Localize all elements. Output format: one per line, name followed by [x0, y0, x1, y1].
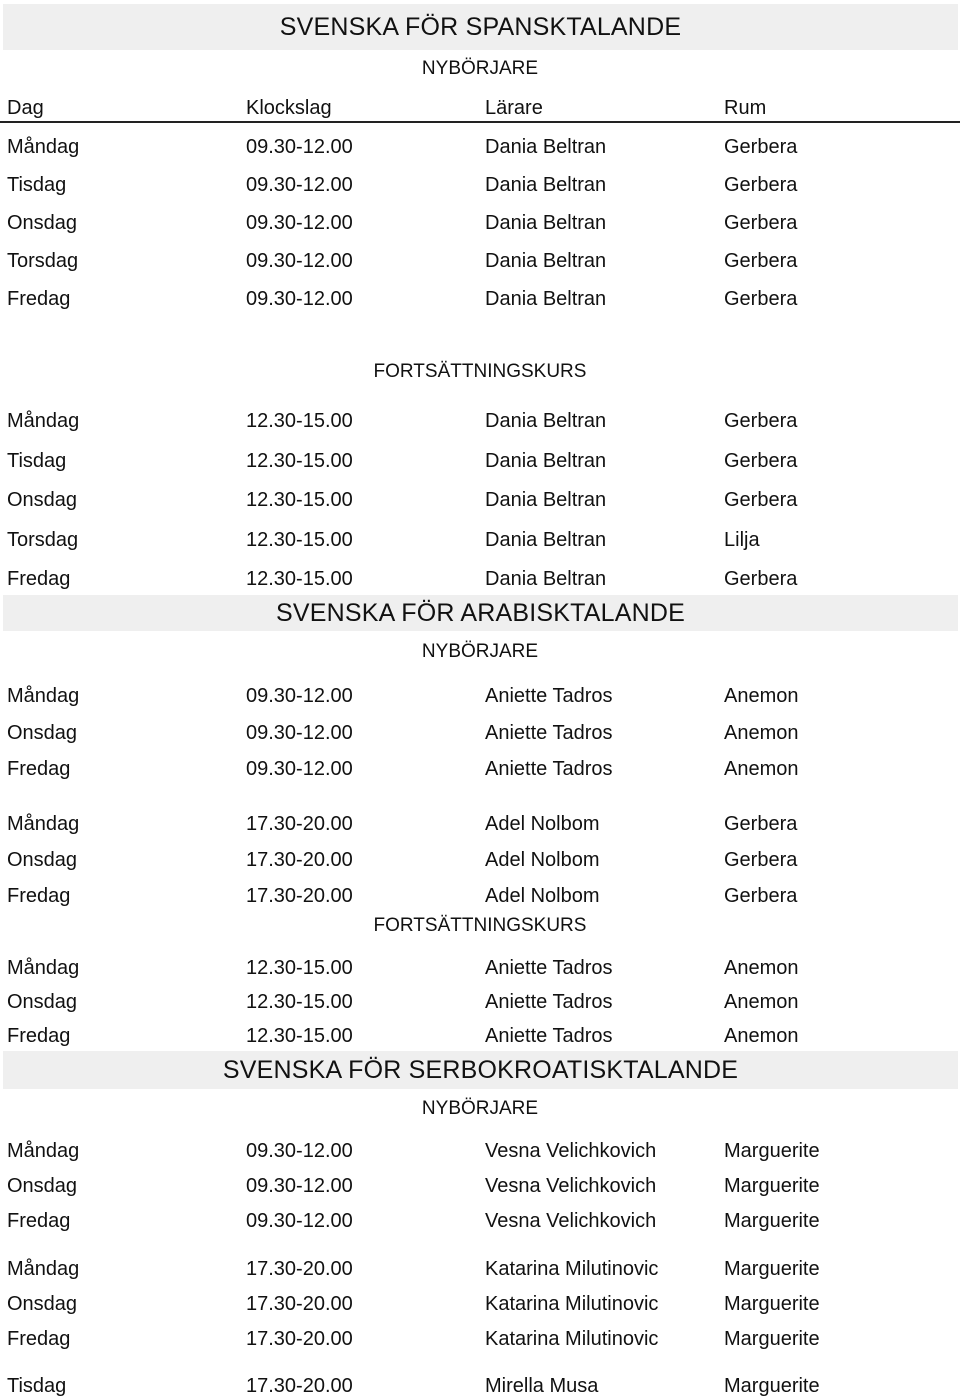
- cell-teacher: Dania Beltran: [485, 288, 607, 310]
- table-row: [0, 172, 960, 198]
- cell-room: Gerbera: [724, 250, 798, 272]
- cell-time: 17.30-20.00: [246, 849, 353, 871]
- cell-room: Marguerite: [724, 1293, 820, 1315]
- table-row: [0, 1208, 960, 1234]
- cell-time: 09.30-12.00: [246, 1210, 353, 1232]
- cell-time: 09.30-12.00: [246, 758, 353, 780]
- cell-room: Gerbera: [724, 885, 798, 907]
- cell-teacher: Dania Beltran: [485, 450, 607, 472]
- cell-time: 12.30-15.00: [246, 529, 353, 551]
- cell-room: Anemon: [724, 685, 799, 707]
- table-row: [0, 989, 960, 1015]
- table-row: [0, 527, 960, 553]
- cell-day: Fredag: [7, 1210, 71, 1232]
- table-row: [0, 1373, 960, 1399]
- cell-teacher: Mirella Musa: [485, 1375, 599, 1397]
- table-row: [0, 487, 960, 513]
- cell-day: Torsdag: [7, 529, 79, 551]
- cell-day: Måndag: [7, 685, 80, 707]
- section-title-arabic: [3, 595, 958, 631]
- table-row: [0, 448, 960, 474]
- table-row: [0, 248, 960, 274]
- cell-time: 09.30-12.00: [246, 685, 353, 707]
- cell-room: Anemon: [724, 722, 799, 744]
- section-title-text: SVENSKA FÖR SPANSKTALANDE: [279, 12, 682, 41]
- level-heading: FORTSÄTTNINGSKURS: [373, 361, 587, 382]
- table-row: [0, 1326, 960, 1352]
- cell-room: Gerbera: [724, 849, 798, 871]
- cell-teacher: Katarina Milutinovic: [485, 1328, 659, 1350]
- cell-day: Måndag: [7, 813, 80, 835]
- cell-teacher: Aniette Tadros: [485, 991, 613, 1013]
- table-row: [0, 1291, 960, 1317]
- cell-time: 09.30-12.00: [246, 288, 353, 310]
- table-row: [0, 683, 960, 709]
- cell-teacher: Katarina Milutinovic: [485, 1258, 659, 1280]
- cell-time: 09.30-12.00: [246, 174, 353, 196]
- table-row: [0, 847, 960, 873]
- cell-day: Måndag: [7, 136, 80, 158]
- cell-time: 17.30-20.00: [246, 885, 353, 907]
- table-row: [0, 955, 960, 981]
- table-row: [0, 408, 960, 434]
- cell-day: Fredag: [7, 758, 71, 780]
- cell-room: Gerbera: [724, 489, 798, 511]
- cell-time: 12.30-15.00: [246, 489, 353, 511]
- level-heading: NYBÖRJARE: [421, 1098, 539, 1119]
- cell-room: Gerbera: [724, 568, 798, 590]
- cell-teacher: Dania Beltran: [485, 529, 607, 551]
- level-heading: NYBÖRJARE: [421, 641, 539, 662]
- cell-time: 12.30-15.00: [246, 1025, 353, 1047]
- table-header-row: [0, 95, 960, 123]
- cell-day: Fredag: [7, 1328, 71, 1350]
- cell-time: 09.30-12.00: [246, 250, 353, 272]
- cell-day: Onsdag: [7, 849, 78, 871]
- table-row: [0, 566, 960, 592]
- cell-teacher: Vesna Velichkovich: [485, 1140, 657, 1162]
- column-header-teacher: Lärare: [485, 97, 543, 119]
- cell-time: 17.30-20.00: [246, 1328, 353, 1350]
- cell-teacher: Dania Beltran: [485, 250, 607, 272]
- cell-room: Anemon: [724, 991, 799, 1013]
- cell-teacher: Dania Beltran: [485, 136, 607, 158]
- cell-time: 12.30-15.00: [246, 957, 353, 979]
- cell-teacher: Dania Beltran: [485, 212, 607, 234]
- cell-room: Gerbera: [724, 813, 798, 835]
- cell-day: Onsdag: [7, 212, 78, 234]
- cell-day: Måndag: [7, 1258, 80, 1280]
- cell-time: 09.30-12.00: [246, 1140, 353, 1162]
- cell-room: Gerbera: [724, 450, 798, 472]
- section-title-text: SVENSKA FÖR ARABISKTALANDE: [275, 598, 686, 627]
- cell-teacher: Aniette Tadros: [485, 758, 613, 780]
- table-row: [0, 134, 960, 160]
- cell-teacher: Dania Beltran: [485, 489, 607, 511]
- cell-room: Marguerite: [724, 1140, 820, 1162]
- table-row: [0, 1023, 960, 1049]
- cell-room: Gerbera: [724, 136, 798, 158]
- section-title-spanish: [3, 4, 958, 50]
- cell-time: 12.30-15.00: [246, 568, 353, 590]
- table-row: [0, 883, 960, 909]
- cell-teacher: Aniette Tadros: [485, 1025, 613, 1047]
- level-heading: FORTSÄTTNINGSKURS: [373, 915, 587, 936]
- cell-time: 09.30-12.00: [246, 1175, 353, 1197]
- cell-day: Fredag: [7, 1025, 71, 1047]
- table-row: [0, 1256, 960, 1282]
- column-header-room: Rum: [724, 97, 767, 119]
- cell-teacher: Dania Beltran: [485, 410, 607, 432]
- cell-teacher: Dania Beltran: [485, 174, 607, 196]
- cell-day: Fredag: [7, 568, 71, 590]
- cell-day: Fredag: [7, 288, 71, 310]
- cell-teacher: Aniette Tadros: [485, 957, 613, 979]
- cell-day: Onsdag: [7, 722, 78, 744]
- cell-day: Måndag: [7, 1140, 80, 1162]
- cell-time: 12.30-15.00: [246, 991, 353, 1013]
- cell-room: Anemon: [724, 758, 799, 780]
- cell-teacher: Aniette Tadros: [485, 685, 613, 707]
- cell-time: 17.30-20.00: [246, 1293, 353, 1315]
- cell-day: Måndag: [7, 957, 80, 979]
- table-row: [0, 720, 960, 746]
- cell-time: 17.30-20.00: [246, 1258, 353, 1280]
- cell-teacher: Aniette Tadros: [485, 722, 613, 744]
- cell-day: Tisdag: [7, 1375, 67, 1397]
- cell-teacher: Vesna Velichkovich: [485, 1210, 657, 1232]
- cell-day: Onsdag: [7, 991, 78, 1013]
- cell-room: Anemon: [724, 957, 799, 979]
- cell-teacher: Adel Nolbom: [485, 885, 600, 907]
- table-row: [0, 1173, 960, 1199]
- cell-day: Tisdag: [7, 174, 67, 196]
- cell-day: Torsdag: [7, 250, 79, 272]
- table-row: [0, 756, 960, 782]
- cell-time: 09.30-12.00: [246, 212, 353, 234]
- level-heading: NYBÖRJARE: [421, 58, 539, 79]
- cell-day: Onsdag: [7, 1293, 78, 1315]
- cell-room: Lilja: [724, 529, 760, 551]
- cell-room: Marguerite: [724, 1375, 820, 1397]
- column-header-day: Dag: [7, 97, 44, 119]
- cell-teacher: Katarina Milutinovic: [485, 1293, 659, 1315]
- cell-time: 12.30-15.00: [246, 450, 353, 472]
- cell-time: 17.30-20.00: [246, 1375, 353, 1397]
- cell-room: Marguerite: [724, 1175, 820, 1197]
- cell-room: Gerbera: [724, 410, 798, 432]
- cell-teacher: Vesna Velichkovich: [485, 1175, 657, 1197]
- section-title-serbocroatian: [3, 1051, 958, 1089]
- cell-room: Marguerite: [724, 1258, 820, 1280]
- cell-teacher: Adel Nolbom: [485, 849, 600, 871]
- section-title-text: SVENSKA FÖR SERBOKROATISKTALANDE: [222, 1055, 739, 1084]
- cell-room: Gerbera: [724, 212, 798, 234]
- cell-day: Måndag: [7, 410, 80, 432]
- cell-teacher: Adel Nolbom: [485, 813, 600, 835]
- cell-day: Onsdag: [7, 489, 78, 511]
- column-header-time: Klockslag: [246, 97, 332, 119]
- cell-day: Fredag: [7, 885, 71, 907]
- cell-room: Gerbera: [724, 174, 798, 196]
- cell-time: 09.30-12.00: [246, 136, 353, 158]
- table-row: [0, 1138, 960, 1164]
- cell-room: Marguerite: [724, 1210, 820, 1232]
- cell-room: Marguerite: [724, 1328, 820, 1350]
- cell-room: Gerbera: [724, 288, 798, 310]
- cell-room: Anemon: [724, 1025, 799, 1047]
- cell-time: 17.30-20.00: [246, 813, 353, 835]
- cell-time: 09.30-12.00: [246, 722, 353, 744]
- table-row: [0, 210, 960, 236]
- cell-time: 12.30-15.00: [246, 410, 353, 432]
- cell-day: Tisdag: [7, 450, 67, 472]
- table-row: [0, 811, 960, 837]
- table-row: [0, 286, 960, 312]
- cell-day: Onsdag: [7, 1175, 78, 1197]
- cell-teacher: Dania Beltran: [485, 568, 607, 590]
